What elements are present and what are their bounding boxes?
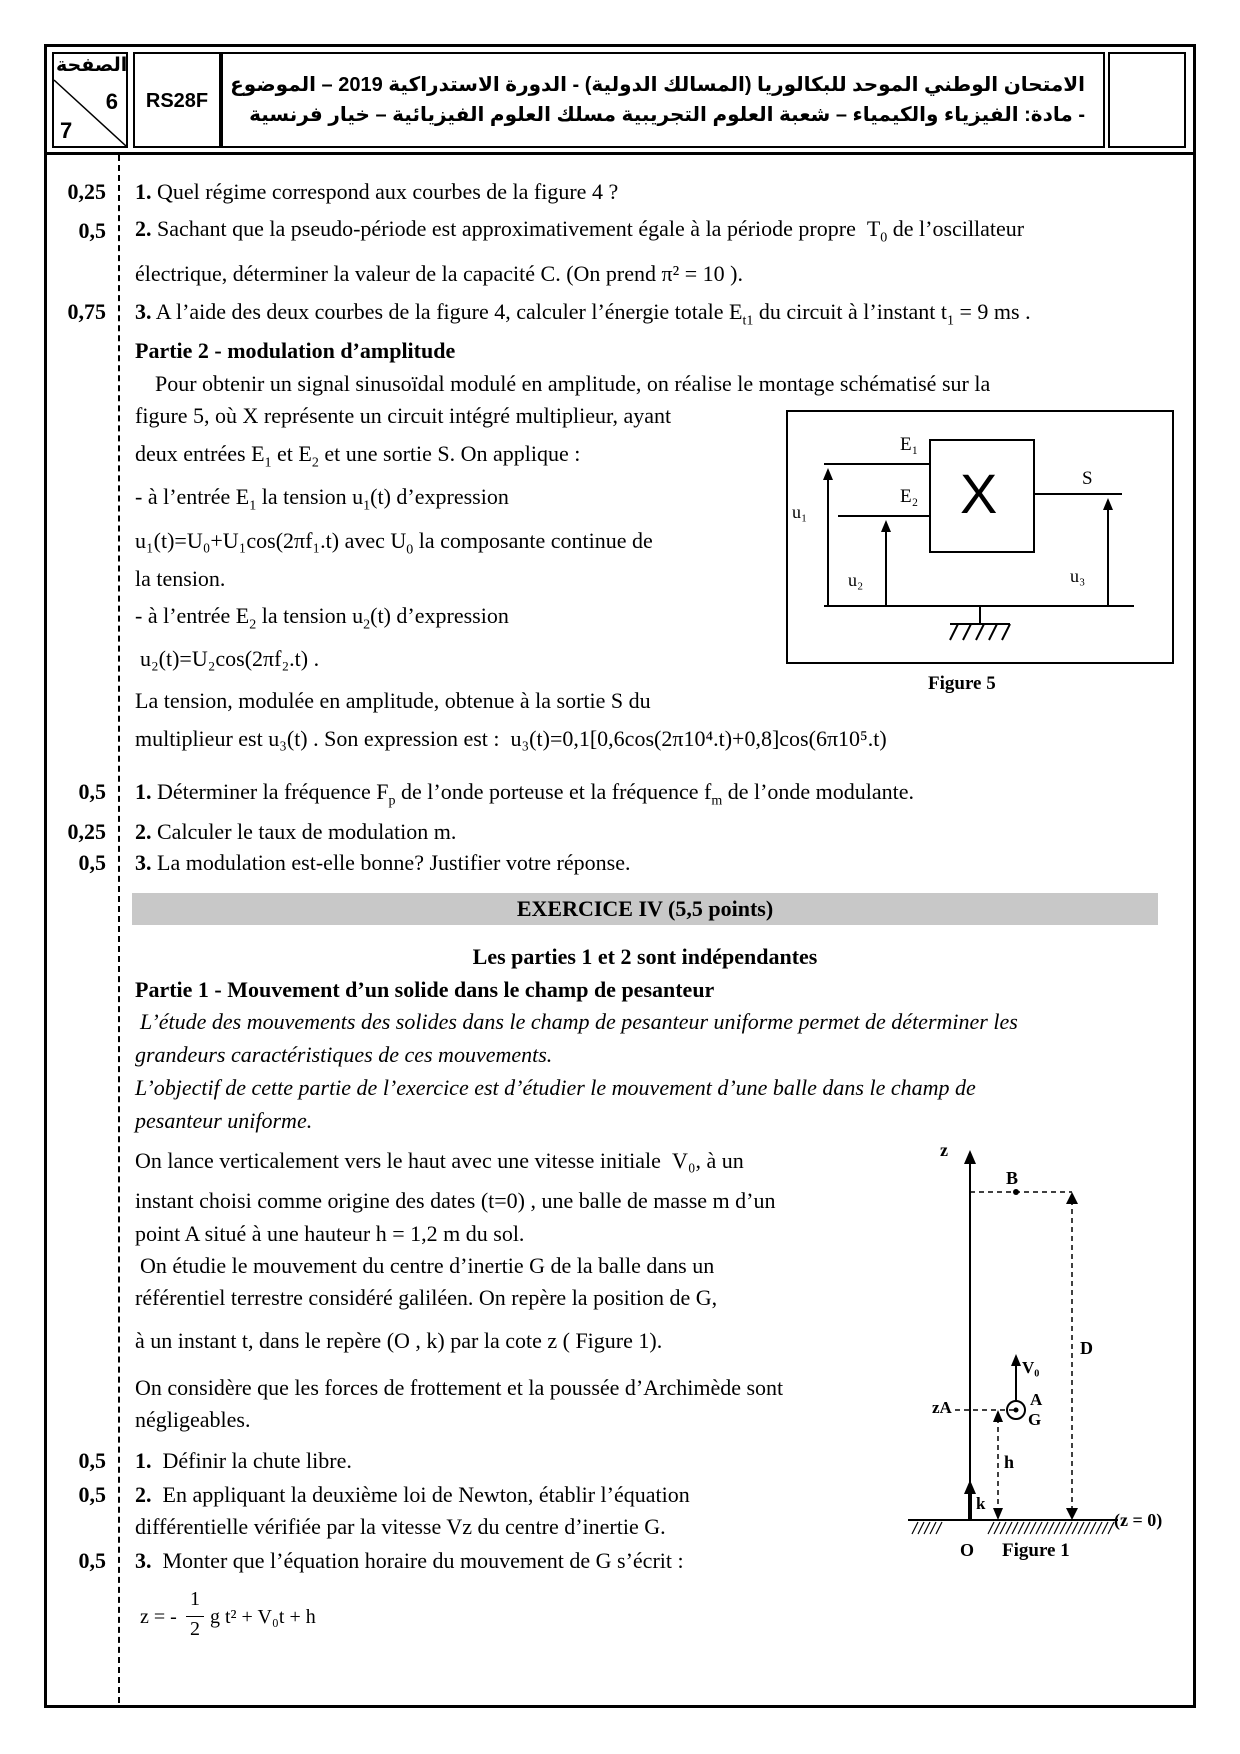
part1-title: Partie 1 - Mouvement d’un solide dans le champ de pesanteur xyxy=(135,977,715,1002)
score: 0,5 xyxy=(78,218,106,243)
u1-label: u₁ xyxy=(792,502,808,522)
g-label: G xyxy=(1028,1410,1042,1429)
circuit-diagram xyxy=(788,412,1172,662)
blank-box xyxy=(1108,52,1186,148)
ex4-q3: 3. Monter que l’équation horaire du mouvement de G s’écrit : xyxy=(135,1548,684,1573)
s-label: S xyxy=(1082,468,1093,489)
page-total: 7 xyxy=(60,118,73,143)
ground-label: (z = 0) xyxy=(1114,1510,1163,1530)
u2-label: u₂ xyxy=(848,570,864,590)
za-label: zA xyxy=(932,1398,952,1417)
ex4-q2-cont: différentielle vérifiée par la vitesse Vz du centre d’inertie G. xyxy=(135,1514,666,1539)
score: 0,25 xyxy=(67,179,106,204)
page-label: الصفحة xyxy=(56,55,128,76)
score: 0,5 xyxy=(78,1482,106,1507)
part2-p7: - à l’entrée $E_2$ la tension $u_2(t)$ d’expression xyxy=(135,603,509,633)
intro-4: pesanteur uniforme. xyxy=(135,1108,313,1133)
text-l7: On considère que les forces de frottement et la poussée d’Archimède sont xyxy=(135,1375,784,1400)
part2-q1: 1. Déterminer la fréquence $F_p$ de l’onde porteuse et la fréquence $f_m$ de l’onde modulante. xyxy=(135,779,915,809)
score: 0,5 xyxy=(78,779,106,804)
z-axis-label: z xyxy=(940,1140,948,1160)
figure-5-caption: Figure 5 xyxy=(928,673,996,694)
page-number: 6 xyxy=(105,89,118,114)
page-number-box xyxy=(52,52,128,148)
exam-code: RS28F xyxy=(145,90,209,112)
exam-code-box xyxy=(133,52,221,148)
figure-1-caption: Figure 1 xyxy=(1002,1540,1070,1561)
margin-line xyxy=(118,155,120,1703)
text-l4: On étudie le mouvement du centre d’inertie G de la balle dans un xyxy=(140,1253,715,1278)
figure-5 xyxy=(786,410,1174,664)
score: 0,5 xyxy=(78,1448,106,1473)
part2-title: Partie 2 - modulation d’amplitude xyxy=(135,338,456,363)
question-2-cont: électrique, déterminer la valeur de la capacité C. (On prend π² = 10 ). xyxy=(135,261,743,286)
text-l2: instant choisi comme origine des dates (t=0) , une balle de masse m d’un xyxy=(135,1188,776,1213)
text-l5: référentiel terrestre considéré galiléen. On repère la position de G, xyxy=(135,1285,718,1310)
text-l1: On lance verticalement vers le haut avec une vitesse initiale V₀, à un xyxy=(135,1148,744,1173)
trajectory-diagram xyxy=(900,1140,1180,1570)
exam-title: الامتحان الوطني الموحد للبكالوريا (المسالك الدولية) - الدورة الاستدراكية 2019 – الموضوع xyxy=(230,74,1085,96)
part2-p6: la tension. xyxy=(135,566,226,591)
intro-2: grandeurs caractéristiques de ces mouvements. xyxy=(135,1042,553,1067)
part2-q2: 2. Calculer le taux de modulation m. xyxy=(135,819,457,844)
text-l3: point A situé à une hauteur h = 1,2 m du sol. xyxy=(135,1221,525,1246)
text-l8: négligeables. xyxy=(135,1407,251,1432)
score: 0,25 xyxy=(67,819,106,844)
exercise-banner: EXERCICE IV (5,5 points) xyxy=(132,893,1158,925)
part2-p1: Pour obtenir un signal sinusoïdal modulé en amplitude, on réalise le montage schématisé sur la xyxy=(155,371,991,396)
intro-1: L’étude des mouvements des solides dans le champ de pesanteur uniforme permet de déterminer les xyxy=(140,1009,1018,1034)
d-label: D xyxy=(1080,1338,1093,1358)
part2-p8: La tension, modulée en amplitude, obtenue à la sortie S du xyxy=(135,688,651,713)
question-2: 2. Sachant que la pseudo-période est approximativement égale à la période propre $T_0$ de l’oscillateur xyxy=(135,216,1025,246)
e1-label: E₁ xyxy=(900,434,919,455)
u3-label: u₃ xyxy=(1070,566,1086,586)
part2-p4: - à l’entrée $E_1$ la tension $u_1(t)$ d’expression xyxy=(135,484,509,514)
h-label: h xyxy=(1004,1452,1015,1472)
part2-eq1: u₁(t)=U₀+U₁cos(2πf₁.t) avec $U_0$ la composante continue de xyxy=(135,528,653,558)
question-3: 3. A l’aide des deux courbes de la figure 4, calculer l’énergie totale $E_{t1}$ du circuit à l’instant $t_1 = 9$ ms . xyxy=(135,299,1031,329)
v0-label: V₀ xyxy=(1022,1358,1040,1377)
part2-p9: multiplieur est u₃(t) . Son expression est : u₃(t)=0,1[0,6cos(2π10⁴.t)+0,8]cos(6π10⁵.t) xyxy=(135,726,887,751)
part2-q3: 3. La modulation est-elle bonne? Justifier votre réponse. xyxy=(135,850,631,875)
header-divider xyxy=(44,152,1193,155)
part2-eq2: u₂(t)=U₂cos(2πf₂.t) . xyxy=(140,646,320,671)
figure-1 xyxy=(900,1140,1180,1570)
multiplier-label: X xyxy=(960,462,998,525)
question-1: 1. Quel régime correspond aux courbes de la figure 4 ? xyxy=(135,179,619,204)
o-label: O xyxy=(960,1540,975,1560)
k-label: k xyxy=(976,1494,986,1513)
part2-p2: figure 5, où X représente un circuit intégré multiplieur, ayant xyxy=(135,403,672,428)
score: 0,5 xyxy=(78,850,106,875)
score: 0,5 xyxy=(78,1548,106,1573)
b-label: B xyxy=(1006,1168,1019,1188)
exam-subject: - مادة: الفيزياء والكيمياء – شعبة العلوم التجريبية مسلك العلوم الفيزيائية – خيار فرنسية xyxy=(249,104,1085,126)
title-box xyxy=(221,52,1105,148)
fraction-bar xyxy=(186,1616,204,1617)
exercise-subtitle: Les parties 1 et 2 sont indépendantes xyxy=(472,944,818,969)
e2-label: E₂ xyxy=(900,486,919,507)
a-label: A xyxy=(1030,1390,1043,1409)
intro-3: L’objectif de cette partie de l’exercice est d’étudier le mouvement d’une balle dans le champ de xyxy=(135,1075,976,1100)
text-l6: à un instant t, dans le repère (O , k) par la cote z ( Figure 1). xyxy=(135,1328,663,1353)
ex4-q1: 1. Définir la chute libre. xyxy=(135,1448,352,1473)
score: 0,75 xyxy=(67,299,106,324)
ex4-q2: 2. En appliquant la deuxième loi de Newton, établir l’équation xyxy=(135,1482,690,1507)
part2-p3: deux entrées $E_1$ et $E_2$ et une sortie S. On applique : xyxy=(135,441,581,471)
